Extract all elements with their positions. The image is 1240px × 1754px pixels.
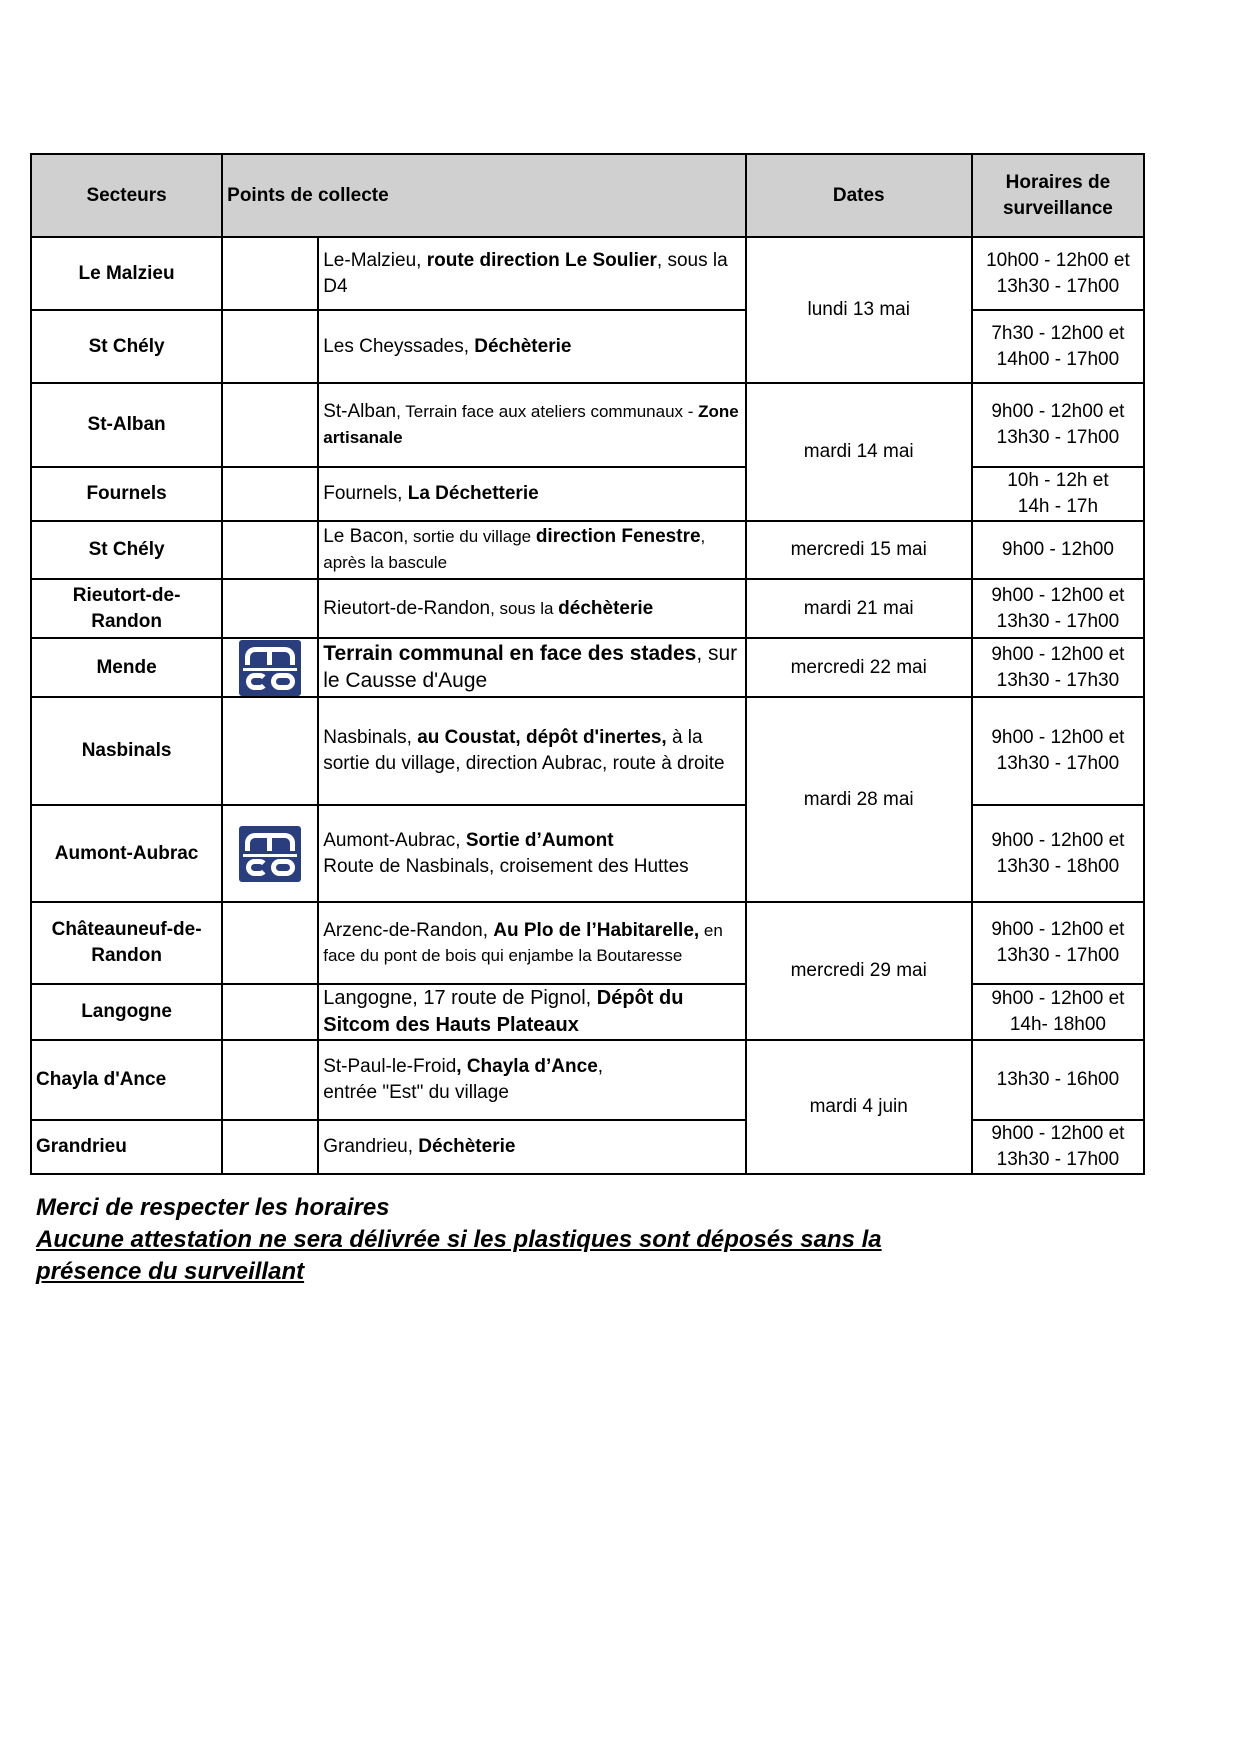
sector-cell: Grandrieu bbox=[31, 1120, 222, 1174]
sector-cell: Aumont-Aubrac bbox=[31, 805, 222, 902]
sector-cell: Langogne bbox=[31, 984, 222, 1040]
sector-cell: Fournels bbox=[31, 467, 222, 521]
date-cell: mercredi 15 mai bbox=[746, 521, 972, 579]
sector-cell: St Chély bbox=[31, 521, 222, 579]
note-respect-hours: Merci de respecter les horaires bbox=[36, 1194, 390, 1221]
collection-point-cell: Les Cheyssades, Déchèterie bbox=[318, 310, 745, 383]
date-cell: lundi 13 mai bbox=[746, 237, 972, 383]
collection-point-cell: Terrain communal en face des stades, sur le Causse d'Auge bbox=[318, 638, 745, 697]
logo-cell bbox=[222, 383, 318, 467]
collection-point-cell: St-Alban, Terrain face aux ateliers communaux - Zone artisanale bbox=[318, 383, 745, 467]
hours-cell: 13h30 - 16h00 bbox=[972, 1040, 1144, 1120]
table-row bbox=[31, 984, 1144, 1040]
sector-cell: Rieutort-de- Randon bbox=[31, 579, 222, 638]
logo-cell bbox=[222, 984, 318, 1040]
hours-cell: 9h00 - 12h00 et 13h30 - 17h00 bbox=[972, 1120, 1144, 1174]
collection-point-cell: Grandrieu, Déchèterie bbox=[318, 1120, 745, 1174]
table-row bbox=[31, 1040, 1144, 1120]
sector-cell: Chayla d'Ance bbox=[31, 1040, 222, 1120]
logo-cell bbox=[222, 237, 318, 310]
hours-cell: 9h00 - 12h00 et 13h30 - 17h00 bbox=[972, 383, 1144, 467]
logo-cell bbox=[222, 521, 318, 579]
sector-cell: St-Alban bbox=[31, 383, 222, 467]
hours-cell: 9h00 - 12h00 et 13h30 - 17h00 bbox=[972, 697, 1144, 805]
header-sectors: Secteurs bbox=[31, 154, 222, 237]
collection-point-cell: Le-Malzieu, route direction Le Soulier, sous la D4 bbox=[318, 237, 745, 310]
sector-cell: Châteauneuf-de- Randon bbox=[31, 902, 222, 984]
table-row bbox=[31, 383, 1144, 467]
date-cell: mardi 4 juin bbox=[746, 1040, 972, 1174]
collection-point-cell: Rieutort-de-Randon, sous la déchèterie bbox=[318, 579, 745, 638]
msa-logo bbox=[239, 826, 301, 882]
collection-point-cell: Langogne, 17 route de Pignol, Dépôt du Sitcom des Hauts Plateaux bbox=[318, 984, 745, 1040]
sector-cell: Mende bbox=[31, 638, 222, 697]
collection-point-cell: Fournels, La Déchetterie bbox=[318, 467, 745, 521]
hours-cell: 9h00 - 12h00 et 13h30 - 17h00 bbox=[972, 579, 1144, 638]
hours-cell: 9h00 - 12h00 et 14h- 18h00 bbox=[972, 984, 1144, 1040]
table-row bbox=[31, 902, 1144, 984]
table-row bbox=[31, 805, 1144, 902]
date-cell: mercredi 22 mai bbox=[746, 638, 972, 697]
collection-point-cell: Aumont-Aubrac, Sortie d’Aumont Route de Nasbinals, croisement des Huttes bbox=[318, 805, 745, 902]
hours-cell: 10h - 12h et 14h - 17h bbox=[972, 467, 1144, 521]
hours-cell: 7h30 - 12h00 et 14h00 - 17h00 bbox=[972, 310, 1144, 383]
hours-cell: 9h00 - 12h00 et 13h30 - 18h00 bbox=[972, 805, 1144, 902]
logo-cell bbox=[222, 579, 318, 638]
logo-cell bbox=[222, 310, 318, 383]
table-row bbox=[31, 1120, 1144, 1174]
hours-cell: 10h00 - 12h00 et 13h30 - 17h00 bbox=[972, 237, 1144, 310]
collection-point-cell: Arzenc-de-Randon, Au Plo de l’Habitarelle, en face du pont de bois qui enjambe la Boutaresse bbox=[318, 902, 745, 984]
note-attestation: Aucune attestation ne sera délivrée si les plastiques sont déposés sans la présence du surveillant bbox=[36, 1226, 882, 1285]
logo-cell bbox=[222, 902, 318, 984]
header-dates: Dates bbox=[746, 154, 972, 237]
header-row bbox=[31, 154, 1144, 237]
date-cell: mardi 21 mai bbox=[746, 579, 972, 638]
logo-cell bbox=[222, 697, 318, 805]
hours-cell: 9h00 - 12h00 bbox=[972, 521, 1144, 579]
table-row bbox=[31, 638, 1144, 697]
logo-cell bbox=[222, 467, 318, 521]
collection-schedule-table bbox=[30, 153, 1145, 1175]
logo-cell bbox=[222, 1040, 318, 1120]
table-row bbox=[31, 697, 1144, 805]
msa-logo bbox=[239, 640, 301, 696]
collection-point-cell: St-Paul-le-Froid, Chayla d’Ance, entrée "Est" du village bbox=[318, 1040, 745, 1120]
table-row bbox=[31, 310, 1144, 383]
sector-cell: Nasbinals bbox=[31, 697, 222, 805]
collection-point-cell: Le Bacon, sortie du village direction Fenestre, après la bascule bbox=[318, 521, 745, 579]
table-row bbox=[31, 237, 1144, 310]
header-points: Points de collecte bbox=[222, 154, 745, 237]
logo-cell bbox=[222, 805, 318, 902]
date-cell: mercredi 29 mai bbox=[746, 902, 972, 1040]
hours-cell: 9h00 - 12h00 et 13h30 - 17h30 bbox=[972, 638, 1144, 697]
header-hours: Horaires de surveillance bbox=[972, 154, 1144, 237]
logo-cell bbox=[222, 1120, 318, 1174]
table-row bbox=[31, 467, 1144, 521]
collection-point-cell: Nasbinals, au Coustat, dépôt d'inertes, à la sortie du village, direction Aubrac, route à droite bbox=[318, 697, 745, 805]
sector-cell: Le Malzieu bbox=[31, 237, 222, 310]
table-row bbox=[31, 579, 1144, 638]
hours-cell: 9h00 - 12h00 et 13h30 - 17h00 bbox=[972, 902, 1144, 984]
date-cell: mardi 28 mai bbox=[746, 697, 972, 902]
logo-cell bbox=[222, 638, 318, 697]
notes-block bbox=[36, 1192, 1136, 1288]
sector-cell: St Chély bbox=[31, 310, 222, 383]
date-cell: mardi 14 mai bbox=[746, 383, 972, 521]
table-row bbox=[31, 521, 1144, 579]
